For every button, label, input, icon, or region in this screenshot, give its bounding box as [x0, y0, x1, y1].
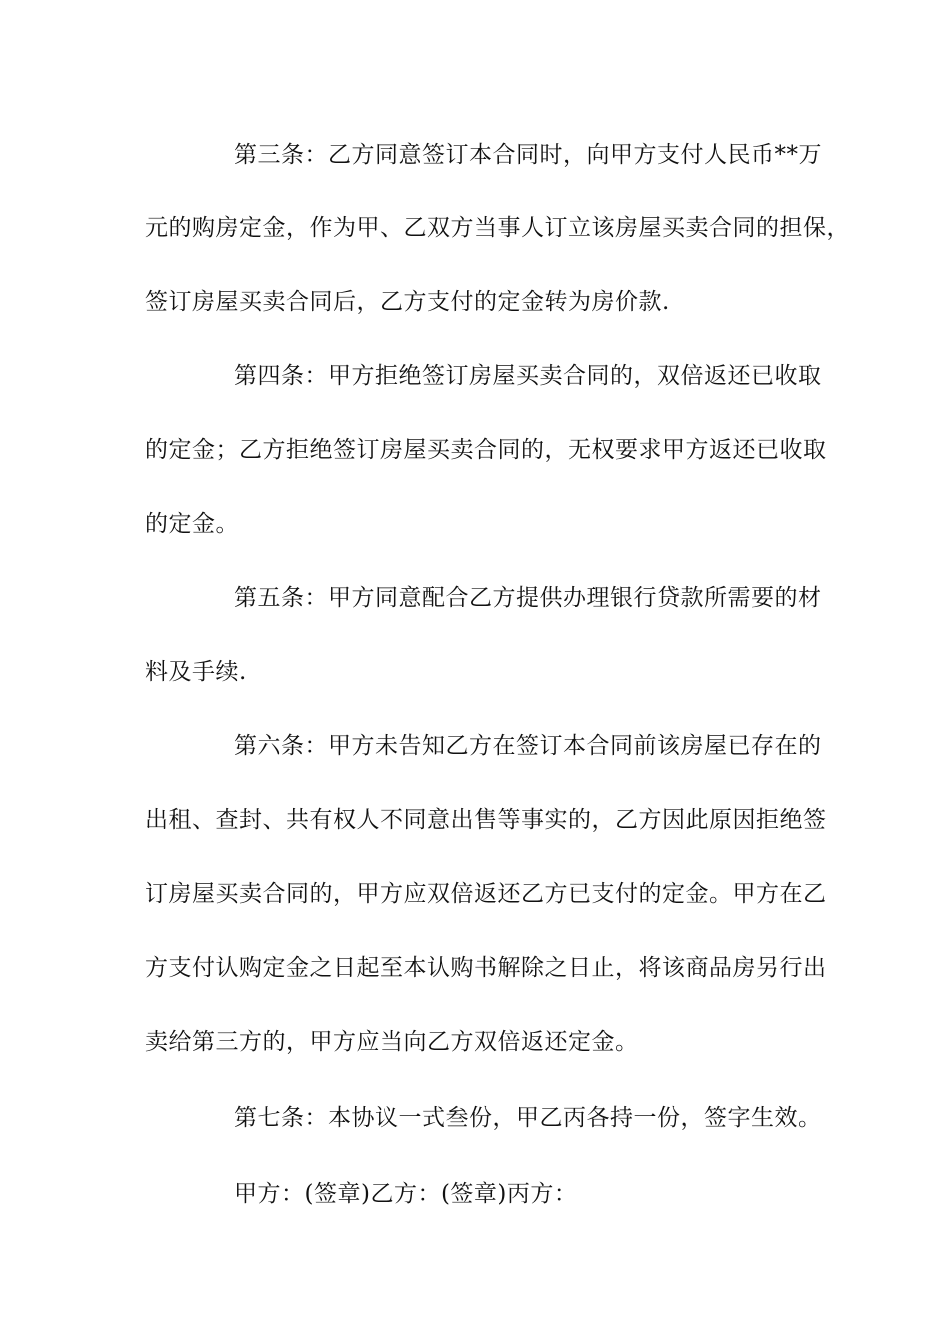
clause-6-line-4: 方支付认购定金之日起至本认购书解除之日止，将该商品房另行出 [145, 955, 827, 981]
clause-7-line-1: 第七条：本协议一式叁份，甲乙丙各持一份，签字生效。 [234, 1105, 822, 1131]
clause-6-line-2: 出租、查封、共有权人不同意出售等事实的，乙方因此原因拒绝签 [145, 807, 827, 833]
clause-6-line-3: 订房屋买卖合同的，甲方应双倍返还乙方已支付的定金。甲方在乙 [145, 881, 827, 907]
clause-5-line-1: 第五条：甲方同意配合乙方提供办理银行贷款所需要的材 [234, 585, 822, 611]
clause-3-line-3: 签订房屋买卖合同后，乙方支付的定金转为房价款. [145, 289, 670, 315]
clause-6-line-5: 卖给第三方的，甲方应当向乙方双倍返还定金。 [145, 1029, 639, 1055]
clause-4-line-1: 第四条：甲方拒绝签订房屋买卖合同的，双倍返还已收取 [234, 363, 822, 389]
clause-4-line-2: 的定金；乙方拒绝签订房屋买卖合同的，无权要求甲方返还已收取 [145, 437, 827, 463]
clause-3-line-2: 元的购房定金，作为甲、乙双方当事人订立该房屋买卖合同的担保， [145, 215, 850, 241]
clause-3-line-1: 第三条：乙方同意签订本合同时，向甲方支付人民币**万 [234, 142, 822, 168]
clause-4-line-3: 的定金。 [145, 511, 239, 537]
clause-6-line-1: 第六条：甲方未告知乙方在签订本合同前该房屋已存在的 [234, 733, 822, 759]
signature-line: 甲方：(签章)乙方：(签章)丙方： [234, 1181, 578, 1207]
clause-5-line-2: 料及手续. [145, 659, 247, 685]
